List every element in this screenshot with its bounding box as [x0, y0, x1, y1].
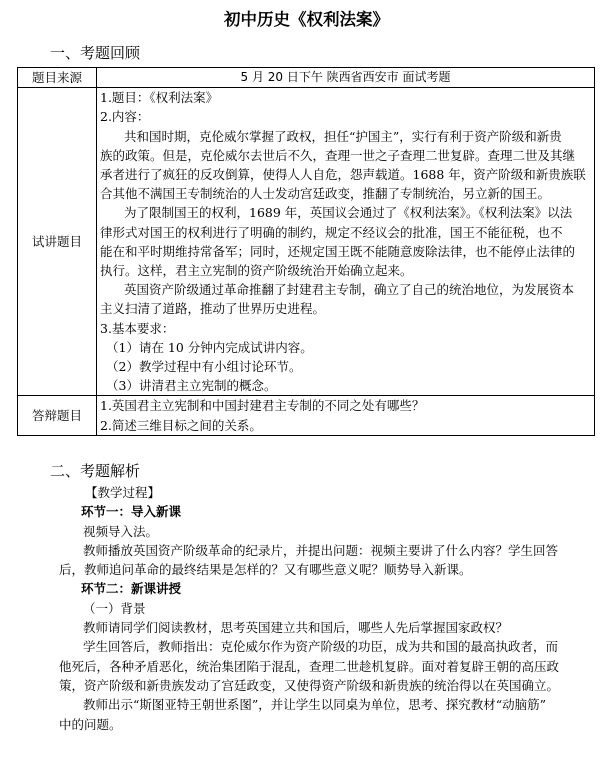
step1-line: 教师播放英国资产阶级革命的纪录片，并提出问题：视频主要讲了什么内容？学生回答 [83, 542, 559, 558]
defense-label: 答辩题目 [18, 396, 97, 435]
question-line: 3.基本要求： [100, 320, 175, 336]
table-row [18, 88, 595, 396]
question-line: 共和国时期，克伦威尔掌握了政权，担任“护国主”，实行有利于资产阶级和新贵 [124, 128, 562, 144]
process-heading: 【教学过程】 [85, 485, 161, 500]
source-label: 题目来源 [18, 68, 97, 88]
question-line: 承者进行了疯狂的反攻倒算，使得人人自危，怨声载道。1688 年，资产阶级和新贵族联 [100, 167, 586, 183]
question-line: 2.内容： [100, 109, 150, 125]
step1-line: 视频导入法。 [83, 523, 159, 539]
section-heading-review: 一、考题回顾 [50, 44, 141, 62]
step2-line: 策，资产阶级和新贵族发动了宫廷政变，又使得资产阶级和新贵族的统治得以在英国确立。 [59, 677, 560, 693]
defense-line: 2.简述三维目标之间的关系。 [100, 417, 262, 433]
question-line: （1）请在 10 分钟内完成试讲内容。 [106, 339, 313, 355]
section-heading-analysis: 二、考题解析 [50, 462, 141, 480]
step2-line: 中的问题。 [59, 716, 122, 732]
step2-line: 教师出示“斯图亚特王朝世系图”，并让学生以同桌为单位，思考、探究教材“动脑筋” [83, 697, 547, 713]
step2-heading: 环节二：新课讲授 [81, 581, 182, 597]
question-line: （3）讲清君主立宪制的概念。 [106, 378, 277, 394]
question-content [97, 88, 595, 396]
defense-content [97, 396, 595, 435]
analysis-body [59, 483, 599, 734]
table-row [18, 396, 595, 435]
step2-subheading: （一）背景 [83, 600, 146, 616]
question-line: 律形式对国王的权利进行了明确的制约，规定不经议会的批准，国王不能征税，也不 [100, 224, 563, 240]
question-line: 合其他不满国王专制统治的人士发动宫廷政变，推翻了专制统治，另立新的国王。 [100, 186, 551, 202]
question-line: 执行。这样，君主立宪制的资产阶级统治开始确立起来。 [100, 263, 413, 279]
step2-line: 他死后，各种矛盾恶化，统治集团陷于混乱，查理二世趁机复辟。面对着复辟王朝的高压政 [59, 658, 560, 674]
table-row [18, 68, 595, 88]
defense-line: 1.英国君主立宪制和中国封建君主专制的不同之处有哪些？ [100, 398, 425, 414]
question-line: 主义扫清了道路，推动了世界历史进程。 [100, 301, 326, 317]
step2-line: 教师请同学们阅读教材，思考英国建立共和国后，哪些人先后掌握国家政权？ [83, 620, 509, 636]
question-line: 1.题目：《权利法案》 [100, 90, 219, 106]
question-label: 试讲题目 [18, 88, 97, 396]
question-line: 能在和平时期维持常备军；同时，还规定国王既不能随意废除法律，也不能停止法律的 [100, 243, 576, 259]
page-title: 初中历史《权利法案》 [224, 10, 389, 29]
step1-line: 后，教师追问革命的最终结果是怎样的？又有哪些意义呢？顺势导入新课。 [59, 562, 472, 578]
question-line: （2）教学过程中有小组讨论环节。 [106, 359, 302, 375]
step2-line: 学生回答后，教师指出：克伦威尔作为资产阶级的功臣，成为共和国的最高执政者，而 [83, 639, 559, 655]
source-value: 5 月 20 日下午 陕西省西安市 面试考题 [97, 68, 595, 88]
question-line: 族的政策。但是，克伦威尔去世后不久，查理一世之子查理二世复辟。查理二世及其继 [100, 147, 576, 163]
question-line: 英国资产阶级通过革命推翻了封建君主专制，确立了自己的统治地位，为发展资本 [124, 282, 575, 298]
step1-heading: 环节一：导入新课 [81, 504, 182, 520]
question-line: 为了限制国王的权利，1689 年，英国议会通过了《权利法案》。《权利法案》以法 [124, 205, 573, 221]
exam-table [17, 67, 595, 436]
